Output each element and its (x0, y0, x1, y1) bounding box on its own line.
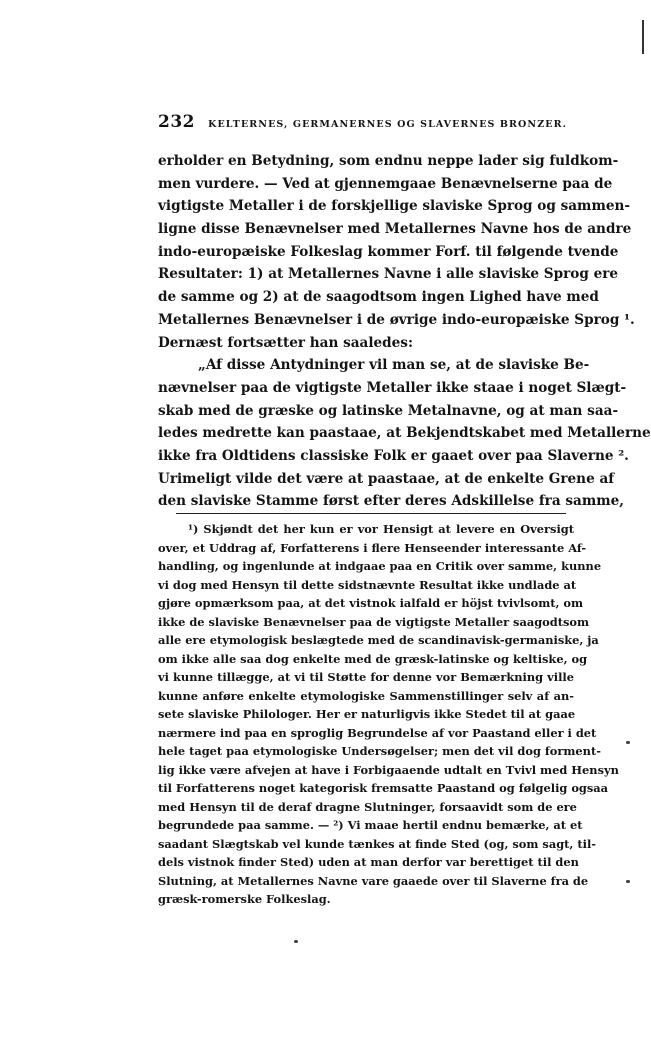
footnote-line: hele taget paa etymologiske Undersøgelser; men det vil dog forment- (158, 744, 601, 758)
page-number: 232 (158, 112, 195, 132)
footnote-line: nærmere ind paa en sproglig Begrundelse af vor Paastand eller i det (158, 725, 597, 740)
footnote-line: til Forfatterens noget kategorisk fremsatte Paastand og følgelig ogsaa (158, 781, 609, 795)
footnote-line: lig ikke være afvejen at have i Forbigaaende udtalt en Tvivl med Hensyn (158, 762, 619, 777)
footnote-line: handling, og ingenlunde at indgaae paa en Critik over samme, kunne (158, 559, 602, 573)
body-line: ledes medrette kan paastaae, at Bekjendtskabet med Metallerne (158, 425, 651, 442)
body-line: Metallernes Benævnelser i de øvrige indo-europæiske Sprog ¹. (158, 311, 635, 328)
footnote-line: ¹) Skjøndt det her kun er vor Hensigt at levere en Oversigt (188, 522, 574, 536)
footnote-line: gjøre opmærksom paa, at det vistnok ialfald er höjst tvivlsomt, om (158, 596, 584, 610)
footnote-line: kunne anføre enkelte etymologiske Sammenstillinger selv af an- (158, 688, 574, 703)
page-header (158, 112, 578, 134)
body-line: Urimeligt vilde det være at paastaae, at de enkelte Grene af (158, 470, 615, 487)
footnote-line: begrundede paa samme. — ²) Vi maae hertil endnu bemærke, at et (158, 818, 583, 832)
footnote-line: vi kunne tillægge, at vi til Støtte for denne vor Bemærkning ville (158, 670, 574, 684)
footnote-divider (176, 513, 566, 514)
body-line: ligne disse Benævnelser med Metallernes Navne hos de andre (158, 221, 632, 238)
footnote-line: græsk-romerske Folkeslag. (158, 892, 331, 906)
body-line: men vurdere. — Ved at gjennemgaae Benævnelserne paa de (158, 175, 613, 192)
footnote-line: dels vistnok finder Sted) uden at man derfor var berettiget til den (158, 855, 579, 869)
footnote-line: over, et Uddrag af, Forfatterens i flere Henseender interessante Af- (158, 540, 587, 555)
footnote-line: vi dog med Hensyn til dette sidstnævnte Resultat ikke undlade at (158, 577, 577, 592)
body-line: Resultater: 1) at Metallernes Navne i alle slaviske Sprog ere (158, 266, 619, 283)
quote-start-line: „Af disse Antydninger vil man se, at de slaviske Be- (198, 357, 590, 374)
body-text (158, 150, 651, 513)
body-line: skab med de græske og latinske Metalnavne, og at man saa- (158, 402, 619, 419)
footnote-line: ikke de slaviske Benævnelser paa de vigtigste Metaller saagodtsom (158, 614, 590, 629)
footnote-line: om ikke alle saa dog enkelte med de græsk-latinske og keltiske, og (158, 651, 588, 666)
ink-speck (626, 741, 630, 744)
scan-edge-mark (642, 20, 644, 54)
body-line: nævnelser paa de vigtigste Metaller ikke staae i noget Slægt- (158, 379, 627, 396)
footnotes (158, 520, 619, 909)
ink-speck (294, 940, 298, 943)
body-line: erholder en Betydning, som endnu neppe lader sig fuldkom- (158, 153, 619, 169)
running-head: KELTERNES, GERMANERNES OG SLAVERNES BRONZER. (208, 119, 567, 130)
body-line: de samme og 2) at de saagodtsom ingen Lighed have med (158, 289, 599, 306)
body-line: indo-europæiske Folkeslag kommer Forf. til følgende tvende (158, 243, 619, 260)
body-line: Dernæst fortsætter han saaledes: (158, 334, 413, 351)
body-line: den slaviske Stamme først efter deres Adskillelse fra samme, (158, 493, 624, 510)
body-line: ikke fra Oldtidens classiske Folk er gaaet over paa Slaverne ². (158, 447, 629, 464)
footnote-line: Slutning, at Metallernes Navne vare gaaede over til Slaverne fra de (158, 873, 589, 888)
footnote-line: alle ere etymologisk beslægtede med de scandinavisk-germaniske, ja (158, 633, 599, 647)
footnote-line: med Hensyn til de deraf dragne Slutninger, forsaavidt som de ere (158, 799, 577, 814)
footnote-line: sete slaviske Philologer. Her er naturligvis ikke Stedet til at gaae (158, 707, 576, 721)
ink-speck (626, 880, 630, 883)
body-line: vigtigste Metaller i de forskjellige slaviske Sprog og sammen- (158, 198, 630, 215)
footnote-line: saadant Slægtskab vel kunde tænkes at finde Sted (og, som sagt, til- (158, 836, 597, 851)
